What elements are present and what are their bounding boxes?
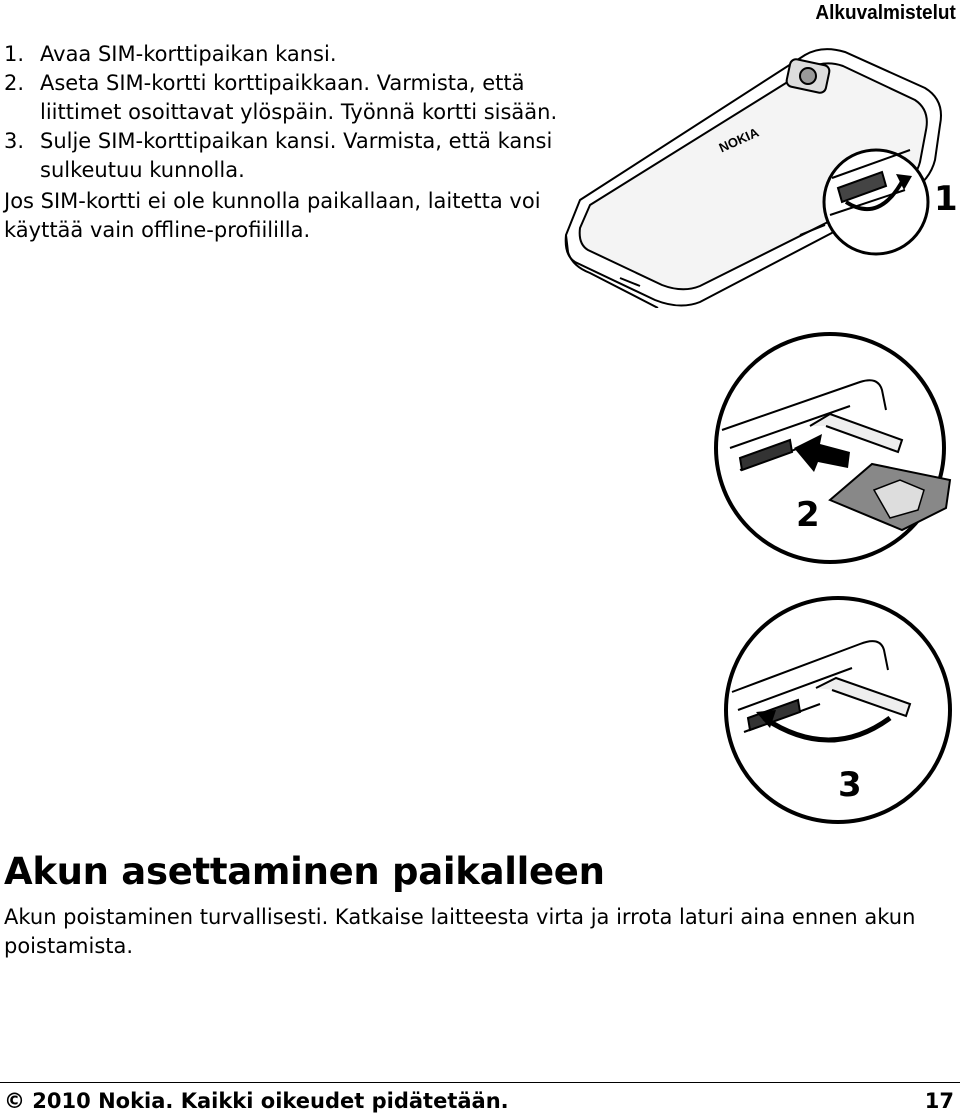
instruction-steps (4, 40, 564, 245)
step-label-1: 1 (934, 179, 958, 219)
sim-close-illustration (720, 592, 960, 832)
copyright-notice: © 2010 Nokia. Kaikki oikeudet pidätetään. (4, 1089, 509, 1113)
section-body: Akun poistaminen turvallisesti. Katkaise laitteesta virta ja irrota laturi aina ennen akun poistamista. (4, 905, 916, 958)
section-title: Akun asettaminen paikalleen (4, 850, 605, 893)
sim-note: Jos SIM-kortti ei ole kunnolla paikallaan, laitetta voi käyttää vain offline-profiililla. (4, 189, 541, 242)
step-label-2: 2 (796, 495, 820, 535)
step-label-3: 3 (838, 765, 862, 805)
step-text: Sulje SIM-korttipaikan kansi. Varmista, että kansi sulkeutuu kunnolla. (40, 129, 553, 182)
step-number: 1. (4, 42, 25, 66)
page-number: 17 (924, 1089, 954, 1113)
phone-brand-logo: NOKIA (716, 124, 762, 156)
footer-divider (0, 1082, 960, 1083)
step-text: Avaa SIM-korttipaikan kansi. (40, 42, 337, 66)
step-2 (4, 69, 564, 127)
zoom-circle (824, 150, 928, 254)
step-number: 2. (4, 71, 25, 95)
running-header: Alkuvalmistelut (815, 2, 956, 24)
step-number: 3. (4, 129, 25, 153)
page-footer (4, 1086, 954, 1116)
phone-back-illustration (560, 40, 958, 308)
sim-insert-illustration (710, 330, 960, 570)
step-1 (4, 40, 564, 69)
step-text: Aseta SIM-kortti korttipaikkaan. Varmista, että liittimet osoittavat ylöspäin. Työnnä kortti sisään. (40, 71, 558, 124)
step-3 (4, 127, 564, 185)
